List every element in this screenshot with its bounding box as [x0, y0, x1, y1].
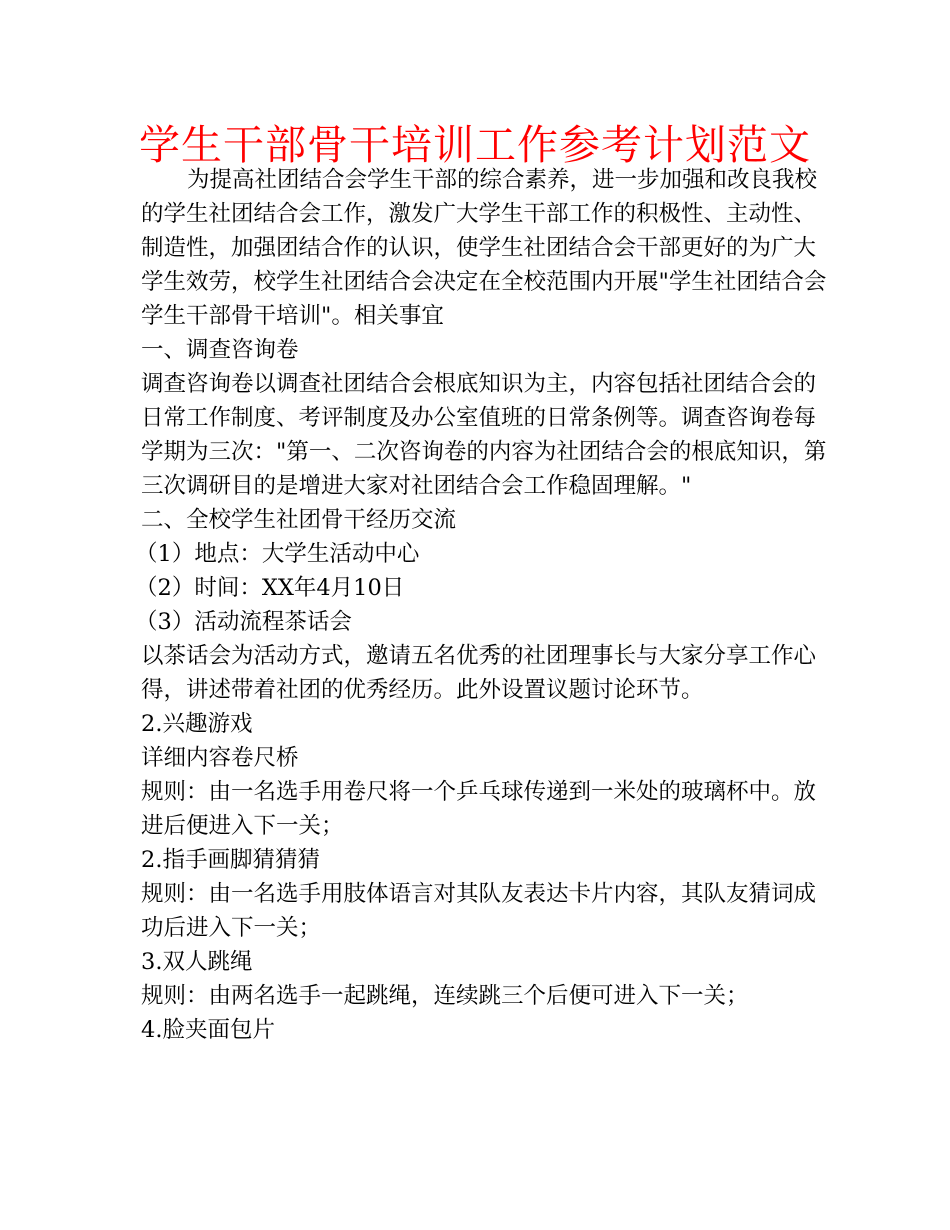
list-item: （3）活动流程茶话会	[135, 609, 352, 635]
paragraph-line: 详细内容卷尺桥	[141, 745, 299, 771]
paragraph-line: 学生效劳，校学生社团结合会决定在全校范围内开展"学生社团结合会	[141, 269, 827, 295]
paragraph-line: 调查咨询卷以调查社团结合会根底知识为主，内容包括社团结合会的	[141, 371, 817, 397]
section-heading: 二、全校学生社团骨干经历交流	[141, 507, 457, 533]
paragraph-line: 学生干部骨干培训"。相关事宜	[141, 303, 444, 329]
paragraph-line: 得，讲述带着社团的优秀经历。此外设置议题讨论环节。	[141, 677, 704, 703]
paragraph-line: 的学生社团结合会工作，激发广大学生干部工作的积极性、主动性、	[141, 201, 817, 227]
subheading: 3.双人跳绳	[141, 949, 253, 975]
paragraph-line: 功后进入下一关；	[141, 915, 322, 941]
document-body	[135, 163, 827, 1047]
paragraph-line: 进后便进入下一关；	[141, 813, 344, 839]
paragraph-line: 规则：由一名选手用肢体语言对其队友表达卡片内容，其队友猜词成	[141, 881, 817, 907]
paragraph-line: 规则：由两名选手一起跳绳，连续跳三个后便可进入下一关；	[141, 983, 749, 1009]
subheading: 2.指手画脚猜猜猜	[141, 847, 320, 873]
paragraph-line: 规则：由一名选手用卷尺将一个乒乓球传递到一米处的玻璃杯中。放	[141, 779, 817, 805]
paragraph-line: 三次调研目的是增进大家对社团结合会工作稳固理解。"	[141, 473, 692, 499]
paragraph-line: 制造性，加强团结合作的认识，使学生社团结合会干部更好的为广大	[141, 235, 817, 261]
list-item: （1）地点：大学生活动中心	[135, 541, 420, 567]
paragraph-line: 以茶话会为活动方式，邀请五名优秀的社团理事长与大家分享工作心	[141, 643, 817, 669]
section-heading: 一、调查咨询卷	[141, 337, 299, 363]
document-title: 学生干部骨干培训工作参考计划范文	[139, 121, 811, 169]
subheading: 4.脸夹面包片	[141, 1017, 275, 1043]
subheading: 2.兴趣游戏	[141, 711, 253, 737]
list-item: （2）时间：XX年4月10日	[135, 575, 405, 601]
paragraph-line: 为提高社团结合会学生干部的综合素养，进一步加强和改良我校	[187, 167, 818, 193]
paragraph-line: 学期为三次："第一、二次咨询卷的内容为社团结合会的根底知识，第	[141, 439, 827, 465]
paragraph-line: 日常工作制度、考评制度及办公室值班的日常条例等。调查咨询卷每	[141, 405, 817, 431]
